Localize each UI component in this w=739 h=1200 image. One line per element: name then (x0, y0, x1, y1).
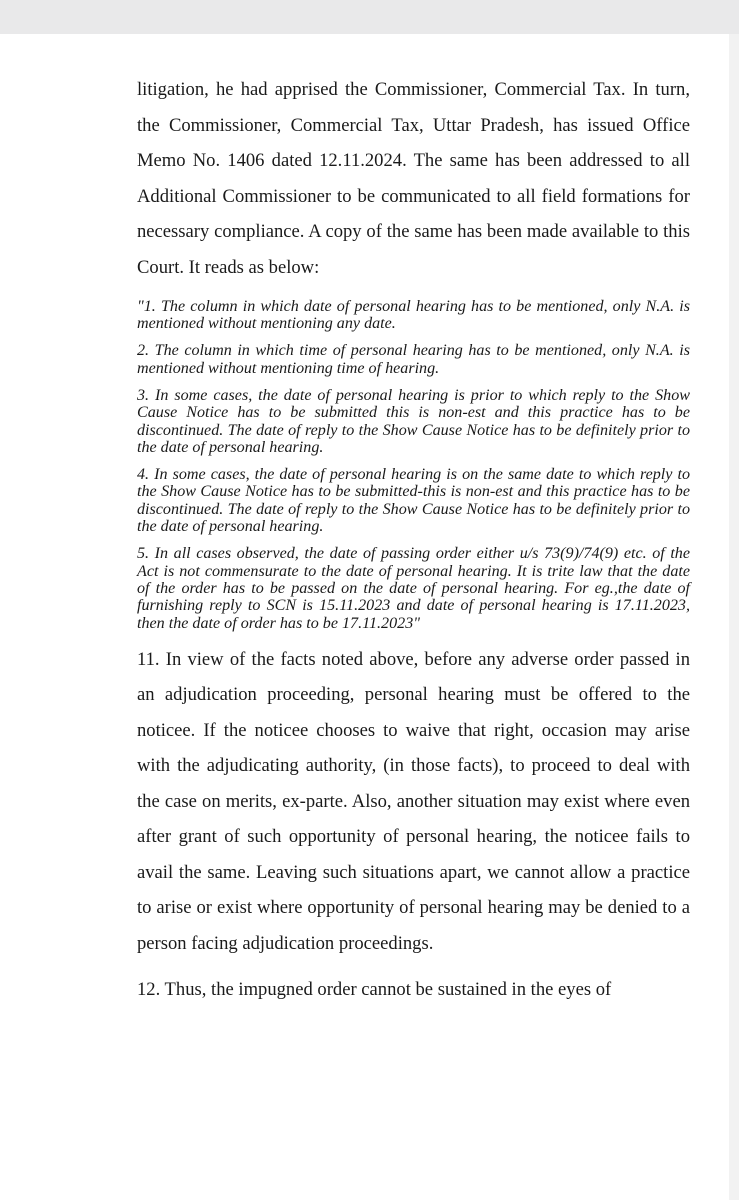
document-page (0, 34, 729, 1200)
quote-point-3: 3. In some cases, the date of personal hearing is prior to which reply to the Show Cause Notice has to be submitted this is non-est and this practice has to be discontinued. The date of reply to the Show Cause Notice has to be definitely prior to the date of personal hearing. (137, 386, 690, 457)
quote-point-5: 5. In all cases observed, the date of passing order either u/s 73(9)/74(9) etc. of the Act is not commensurate to the date of personal hearing. It is trite law that the date of the order has to be passed on the date of personal hearing. For eg.,the date of furnishing reply to SCN is 15.11.2023 and date of personal hearing is 17.11.2023, then the date of order has to be 17.11.2023" (137, 545, 690, 632)
quote-point-1: "1. The column in which date of personal hearing has to be mentioned, only N.A. is mentioned without mentioning any date. (137, 298, 690, 333)
intro-paragraph: litigation, he had apprised the Commissioner, Commercial Tax. In turn, the Commissioner, Commercial Tax, Uttar Pradesh, has issued Office Memo No. 1406 dated 12.11.2024. The same has been addressed to all Additional Commissioner to be communicated to all field formations for necessary compliance. A copy of the same has been made available to this Court. It reads as below: (137, 79, 690, 278)
document-body (137, 72, 690, 1008)
quote-point-4: 4. In some cases, the date of personal hearing is on the same date to which reply to the Show Cause Notice has to be submitted-this is non-est and this practice has to be discontinued. The date of reply to the Show Cause Notice has to be definitely prior to the date of personal hearing. (137, 466, 690, 536)
page-scrollbar[interactable] (729, 34, 739, 1200)
paragraph-12: 12. Thus, the impugned order cannot be sustained in the eyes of (137, 979, 612, 1001)
quote-point-2: 2. The column in which time of personal hearing has to be mentioned, only N.A. is mentioned without mentioning time of hearing. (137, 342, 690, 377)
paragraph-11: 11. In view of the facts noted above, before any adverse order passed in an adjudication proceeding, personal hearing must be offered to the noticee. If the noticee chooses to waive that right, occasion may arise with the adjudicating authority, (in those facts), to proceed to deal with the case on merits, ex-parte. Also, another situation may exist where even after grant of such opportunity of personal hearing, the noticee fails to avail the same. Leaving such situations apart, we cannot allow a practice to arise or exist where opportunity of personal hearing may be denied to a person facing adjudication proceedings. (137, 648, 690, 954)
quoted-office-memo (137, 298, 690, 632)
